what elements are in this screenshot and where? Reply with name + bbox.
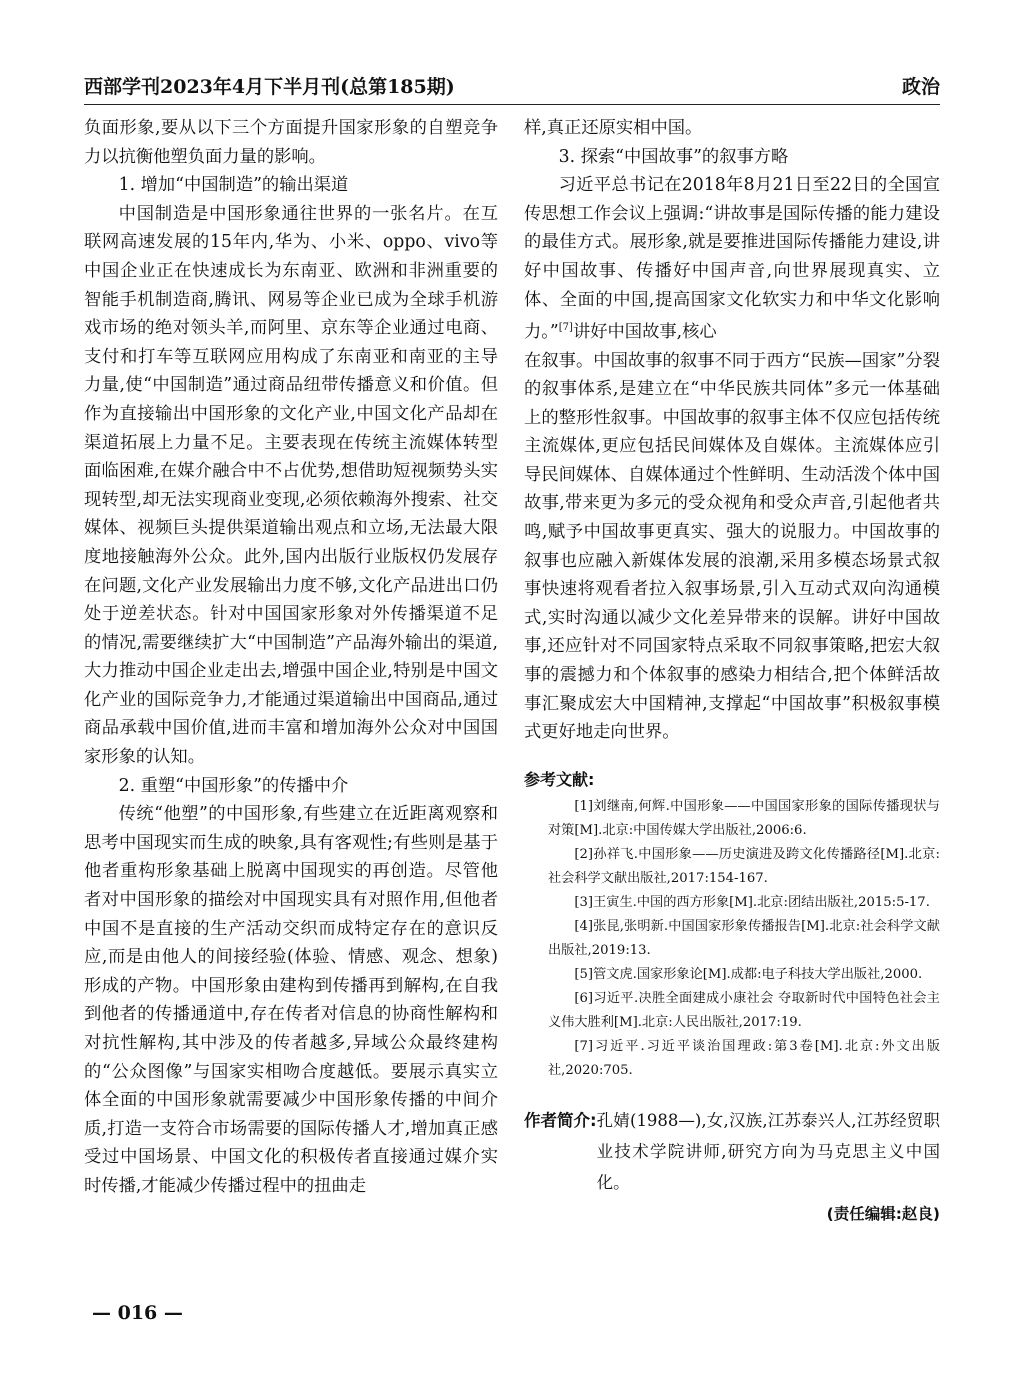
right-column (524, 114, 940, 1228)
section-name: 政治 (901, 76, 940, 98)
journal-title: 西部学刊2023年4月下半月刊(总第185期) (84, 76, 455, 98)
running-header (84, 72, 940, 102)
paragraph-text: 习近平总书记在2018年8月21日至22日的全国宣传思想工作会议上强调:“讲故事是国际传播的能力建设的最佳方式。展形象,就是要推进国际传播能力建设,讲好中国故事、传播好中国声音,向世界展现真实、立体、全面的中国,提高国家文化软实力和中华文化影响力。” (524, 175, 940, 342)
reference-item: [4]张昆,张明新.中国国家形象传播报告[M].北京:社会科学文献出版社,2019:13. (548, 918, 940, 958)
reference-item: [1]刘继南,何辉.中国形象——中国国家形象的国际传播现状与对策[M].北京:中国传媒大学出版社,2006:6. (548, 798, 940, 838)
reference-item: [5]管文虎.国家形象论[M].成都:电子科技大学出版社,2000. (574, 966, 923, 982)
reference-item: [3]王寅生.中国的西方形象[M].北京:团结出版社,2015:5-17. (574, 894, 930, 910)
author-bio (524, 1105, 940, 1198)
paragraph: 在叙事。中国故事的叙事不同于西方“民族—国家”分裂的叙事体系,是建立在“中华民族共同体”多元一体基础上的整形性叙事。中国故事的叙事主体不仅应包括传统主流媒体,更应包括民间媒体及自媒体。主流媒体应引导民间媒体、自媒体通过个性鲜明、生动活泼个体中国故事,带来更为多元的受众视角和受众声音,引起他者共鸣,赋予中国故事更真实、强大的说服力。中国故事的叙事也应融入新媒体发展的浪潮,采用多模态场景式叙事快速将观看者拉入叙事场景,引入互动式双向沟通模式,实时沟通以减少文化差异带来的误解。讲好中国故事,还应针对不同国家特点采取不同叙事策略,把宏大叙事的震撼力和个体叙事的感染力相结合,把个体鲜活故事汇聚成宏大中国精神,支撑起“中国故事”积极叙事模式更好地走向世界。 (524, 350, 940, 743)
paragraph: 样,真正还原实相中国。 (524, 118, 703, 138)
reference-item: [2]孙祥飞.中国形象——历史演进及跨文化传播路径[M].北京:社会科学文献出版社,2017:154-167. (548, 846, 940, 886)
subheading: 2. 重塑“中国形象”的传播中介 (118, 775, 349, 796)
references (524, 765, 940, 1083)
author-bio-text: 孔婧(1988—),女,汉族,江苏泰兴人,江苏经贸职业技术学院讲师,研究方向为马克思主义中国化。 (596, 1110, 940, 1192)
reference-item: [7]习近平.习近平谈治国理政:第3卷[M].北京:外文出版社,2020:705. (548, 1038, 940, 1078)
references-title: 参考文献: (524, 769, 595, 789)
subheading: 1. 增加“中国制造”的输出渠道 (118, 175, 349, 196)
paragraph (524, 171, 940, 346)
responsible-editor: (责任编辑:赵良) (826, 1204, 940, 1223)
author-bio-label: 作者简介: (524, 1110, 597, 1130)
paragraph: 中国制造是中国形象通往世界的一张名片。在互联网高速发展的15年内,华为、小米、oppo、vivo等中国企业正在快速成长为东南亚、欧洲和非洲重要的智能手机制造商,腾讯、网易等企业已成为全球手机游戏市场的绝对领头羊,而阿里、京东等企业通过电商、支付和打车等互联网应用构成了东南亚和南亚的主导力量,使“中国制造”通过商品纽带传播意义和价值。但作为直接输出中国形象的文化产业,中国文化产品却在渠道拓展上力量不足。主要表现在传统主流媒体转型面临困难,在媒介融合中不占优势,想借助短视频势头实现转型,却无法实现商业变现,必须依赖海外搜索、社交媒体、视频巨头提供渠道输出观点和立场,无法最大限度地接触海外公众。此外,国内出版行业版权仍发展存在问题,文化产业发展输出力度不够,文化产品进出口仍处于逆差状态。针对中国国家形象对外传播渠道不足的情况,需要继续扩大“中国制造”产品海外输出的渠道,大力推动中国企业走出去,增强中国企业,特别是中国文化产业的国际竞争力,才能通过渠道输出中国商品,通过商品承载中国价值,进而丰富和增加海外公众对中国国家形象的认知。 (84, 203, 498, 768)
citation-marker: [7] (558, 322, 573, 334)
paragraph: 传统“他塑”的中国形象,有些建立在近距离观察和思考中国现实而生成的映象,具有客观性;有些则是基于他者重构形象基础上脱离中国现实的再创造。尽管他者对中国形象的描绘对中国现实具有对照作用,但他者中国不是直接的生产活动交织而成特定存在的意识反应,而是由他人的间接经验(体验、情感、观念、想象)形成的产物。中国形象由建构到传播再到解构,在自我到他者的传播通道中,存在传者对信息的协商性解构和对抗性解构,其中涉及的传者越多,异域公众最终建构的“公众图像”与国家实相吻合度越低。要展示真实立体全面的中国形象就需要减少中国形象传播的中间介质,打造一支符合市场需要的国际传播人才,增加真正感受过中国场景、中国文化的积极传者直接通过媒介实时传播,才能减少传播过程中的扭曲走 (84, 804, 498, 1196)
subheading: 3. 探索“中国故事”的叙事方略 (558, 146, 789, 167)
paragraph-text: 讲好中国故事,核心 (572, 321, 717, 342)
reference-item: [6]习近平.决胜全面建成小康社会 夺取新时代中国特色社会主义伟大胜利[M].北京:人民出版社,2017:19. (548, 990, 940, 1030)
left-column (84, 114, 498, 1201)
header-rule (84, 104, 940, 105)
page-number: — 016 — (92, 1302, 183, 1324)
paragraph: 负面形象,要从以下三个方面提升国家形象的自塑竞争力以抗衡他塑负面力量的影响。 (84, 118, 498, 167)
